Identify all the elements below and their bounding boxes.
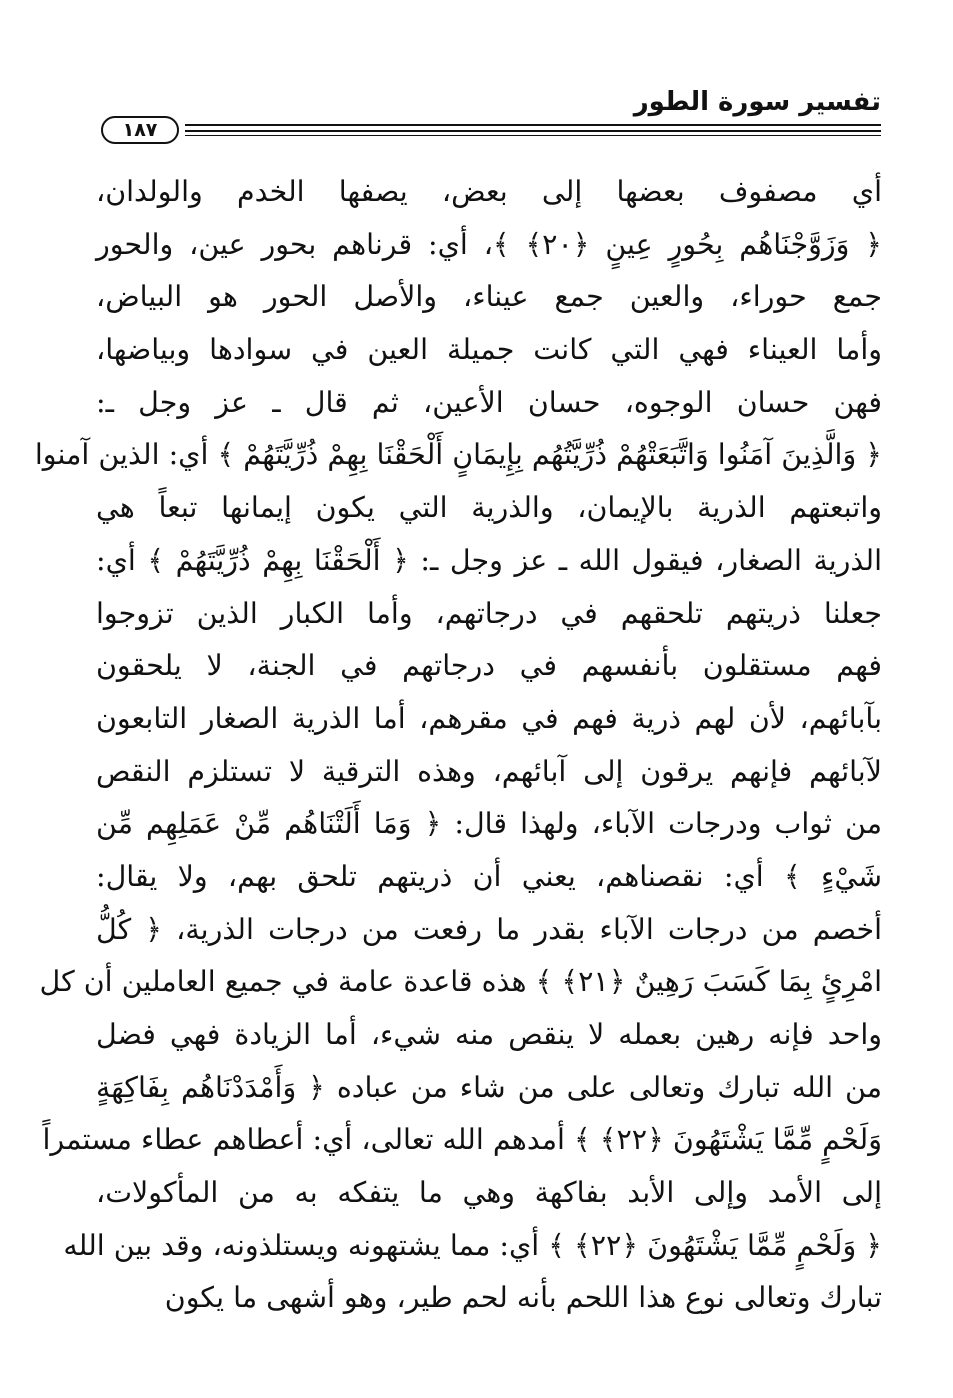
text-line: جعلنا ذريتهم تلحقهم في درجاتهم، وأما الكبار الذين تزوجوا xyxy=(96,596,882,630)
text-line: تبارك وتعالى نوع هذا اللحم بأنه لحم طير، وهو أشهى ما يكون xyxy=(164,1281,882,1315)
text-line: أخصم من درجات الآباء بقدر ما رفعت من درجات الذرية، ﴿ كُلُّ xyxy=(96,912,882,946)
header-rule xyxy=(185,135,881,136)
text-line: امْرِئٍ بِمَا كَسَبَ رَهِينٌ ﴿٢١﴾ ﴾ هذه قاعدة عامة في جميع العاملين أن كل xyxy=(39,965,882,999)
header-rule xyxy=(185,130,881,132)
running-title: تفسير سورة الطور xyxy=(633,87,881,117)
text-line: جمع حوراء، والعين جمع عيناء، والأصل الحور هو البياض، xyxy=(96,280,882,314)
text-line: شَيْءٍ ﴾ أي: نقصناهم، يعني أن ذريتهم تلحق بهم، ولا يقال: xyxy=(96,859,882,893)
text-line: واحد فإنه رهين بعمله لا ينقص منه شيء، أما الزيادة فهي فضل xyxy=(96,1018,882,1051)
page-number: ١٨٧ xyxy=(101,116,179,144)
text-line: من ثواب ودرجات الآباء، ولهذا قال: ﴿ وَمَا أَلَتْنَاهُم مِّنْ عَمَلِهِم مِّن xyxy=(96,807,882,841)
text-line: فهم مستقلون بأنفسهم في درجاتهم في الجنة، لا يلحقون xyxy=(96,649,882,683)
text-line: بآبائهم، لأن لهم ذرية فهم في مقرهم، أما الذرية الصغار التابعون xyxy=(96,701,882,735)
text-line: فهن حسان الوجوه، حسان الأعين، ثم قال ـ عز وجل ـ: xyxy=(96,385,882,419)
page-header xyxy=(95,78,881,148)
text-line: واتبعتهم الذرية بالإيمان، والذرية التي يكون إيمانها تبعاً هي xyxy=(96,491,882,525)
text-line: ﴿ وَزَوَّجْنَاهُم بِحُورٍ عِينٍ ﴿٢٠﴾ ﴾، أي: قرناهم بحور عين، والحور xyxy=(96,227,882,261)
text-line: أي مصفوف بعضها إلى بعض، يصفها الخدم والولدان، xyxy=(96,175,882,208)
text-line: من الله تبارك وتعالى على من شاء من عباده ﴿ وَأَمْدَدْنَاهُم بِفَاكِهَةٍ xyxy=(96,1070,882,1104)
text-line: لآبائهم فإنهم يرقون إلى آبائهم، وهذه الترقية لا تستلزم النقص xyxy=(96,754,882,788)
text-line: الذرية الصغار، فيقول الله ـ عز وجل ـ: ﴿ أَلْحَقْنَا بِهِمْ ذُرِّيَّتَهُمْ ﴾ أي: xyxy=(96,543,882,577)
text-line: وأما العيناء فهي التي كانت جميلة العين في سوادها وبياضها، xyxy=(96,333,882,367)
text-line: ﴿ وَلَحْمٍ مِّمَّا يَشْتَهُونَ ﴿٢٢﴾ ﴾ أي: مما يشتهونه ويستلذونه، وقد بين الله xyxy=(63,1228,882,1262)
text-line: ﴿ وَالَّذِينَ آمَنُوا وَاتَّبَعَتْهُمْ ذُرِّيَّتُهُم بِإِيمَانٍ أَلْحَقْنَا بِهِمْ ذُرِّيَّتَهُمْ ﴾ أي: الذين آمنوا xyxy=(34,438,882,472)
text-line: وَلَحْمٍ مِّمَّا يَشْتَهُونَ ﴿٢٢﴾ ﴾ أمدهم الله تعالى، أي: أعطاهم عطاء مستمراً xyxy=(42,1123,882,1157)
header-rule xyxy=(185,124,881,126)
text-line: إلى الأمد وإلى الأبد بفاكهة وهي ما يتفكه به من المأكولات، xyxy=(96,1176,882,1210)
body-text xyxy=(34,166,882,1325)
